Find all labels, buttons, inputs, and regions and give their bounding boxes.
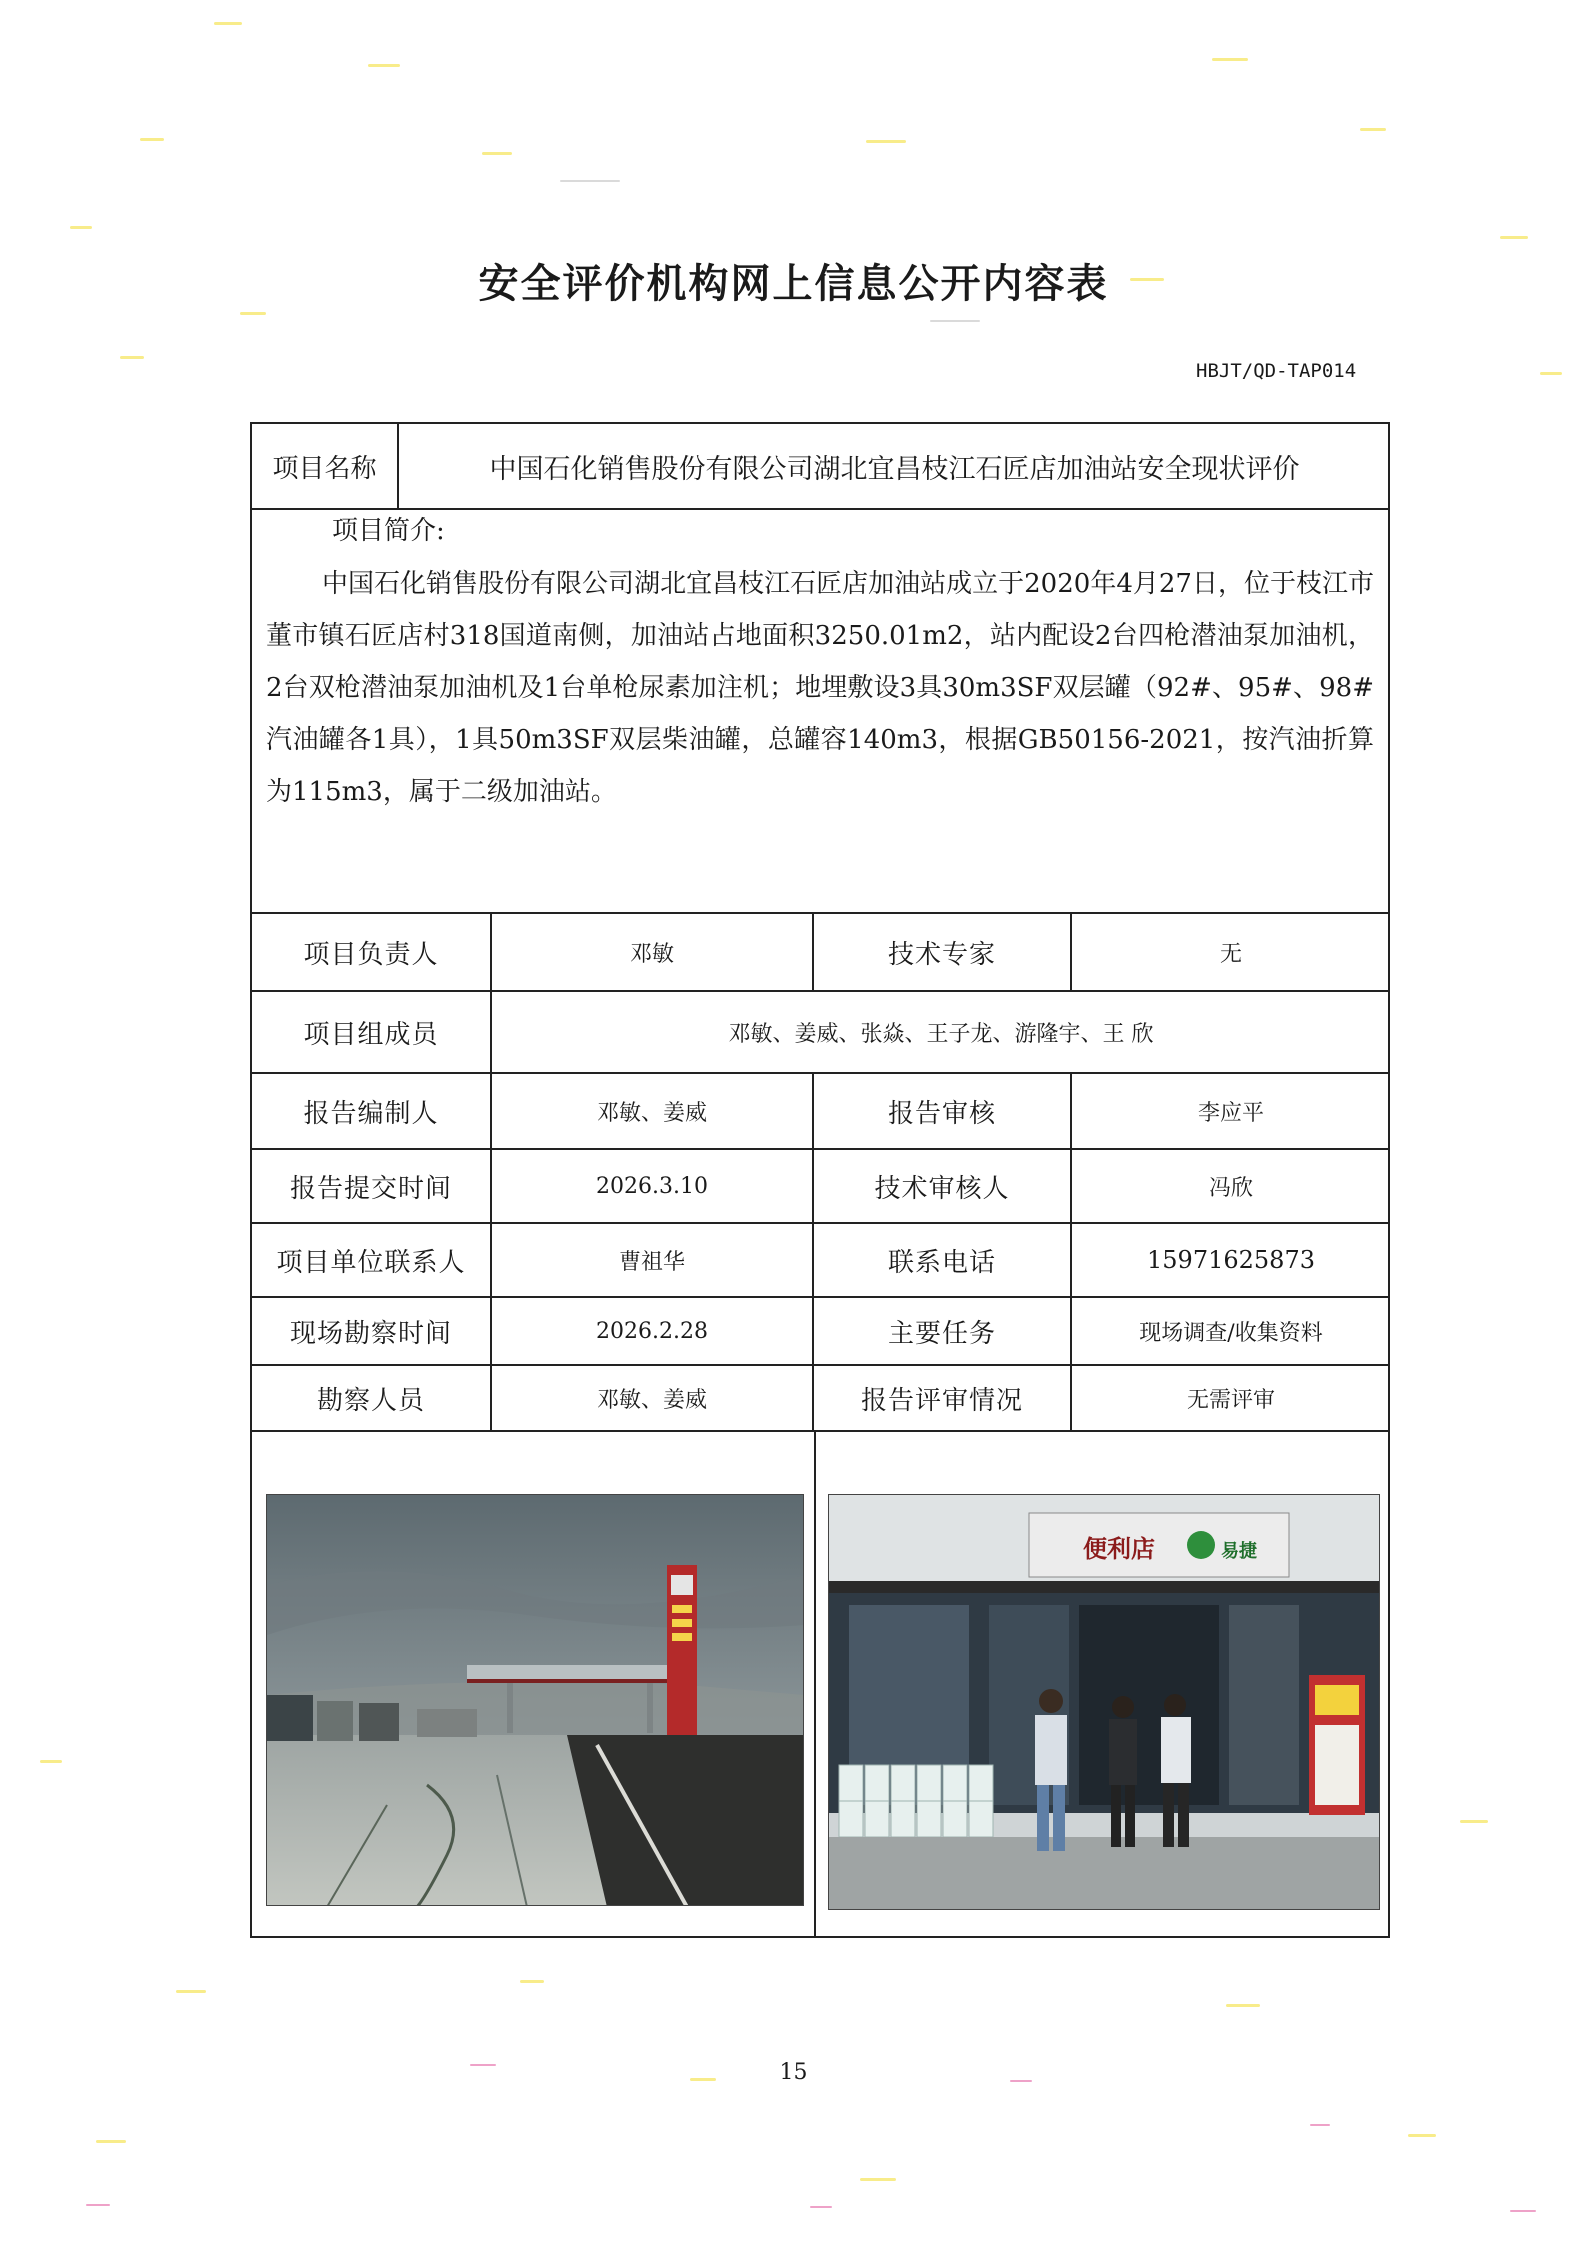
expert-label: 技术专家 xyxy=(887,939,996,970)
phone-label: 联系电话 xyxy=(887,1247,996,1278)
page-title: 安全评价机构网上信息公开内容表 xyxy=(478,260,1109,307)
survey-time-value: 2026.2.28 xyxy=(596,1318,708,1344)
tech-reviewer-label: 技术审核人 xyxy=(874,1173,1010,1204)
appraisal-value: 无需评审 xyxy=(1186,1387,1275,1413)
survey-time-label: 现场勘察时间 xyxy=(289,1318,452,1349)
submit-time-label: 报告提交时间 xyxy=(289,1173,452,1204)
store-illustration xyxy=(829,1495,1380,1910)
info-table xyxy=(250,422,1390,1938)
submit-time-value: 2026.3.10 xyxy=(596,1173,708,1199)
document-code: HBJT/QD-TAP014 xyxy=(1196,360,1357,382)
store-sign-text: 便利店 xyxy=(1083,1535,1155,1563)
leader-value: 邓敏 xyxy=(629,941,674,967)
project-intro-label: 项目简介: xyxy=(332,516,445,546)
site-photo-store xyxy=(828,1494,1380,1910)
surveyor-label: 勘察人员 xyxy=(316,1385,425,1416)
expert-value: 无 xyxy=(1219,941,1242,967)
phone-value: 15971625873 xyxy=(1147,1246,1315,1274)
author-label: 报告编制人 xyxy=(303,1098,439,1129)
appraisal-label: 报告评审情况 xyxy=(860,1385,1023,1416)
project-name-value: 中国石化销售股份有限公司湖北宜昌枝江石匠店加油站安全现状评价 xyxy=(489,453,1300,485)
contact-value: 曹祖华 xyxy=(618,1249,685,1275)
page-number: 15 xyxy=(779,2060,808,2085)
review-label: 报告审核 xyxy=(887,1098,996,1129)
members-label: 项目组成员 xyxy=(303,1019,439,1050)
tech-reviewer-value: 冯欣 xyxy=(1208,1175,1253,1201)
members-value: 邓敏、姜威、张焱、王子龙、游隆宇、王 欣 xyxy=(728,1021,1154,1047)
contact-label: 项目单位联系人 xyxy=(276,1247,466,1278)
project-intro-text: 中国石化销售股份有限公司湖北宜昌枝江石匠店加油站成立于2020年4月27日，位于枝江市董市镇石匠店村318国道南侧，加油站占地面积3250.01m2，站内配设2台四枪潜油泵加油机，2台双枪潜油泵加油机及1台单枪尿素加注机；地埋敷设3具30m3SF双层罐（92#、95#、98#汽油罐各1具），1具50m3SF双层柴油罐，总罐容140m3，根据GB50156-2021，按汽油折算为115m3，属于二级加油站。 xyxy=(266,569,1374,807)
project-name-label: 项目名称 xyxy=(272,453,377,484)
site-photo-forecourt xyxy=(266,1494,804,1906)
task-label: 主要任务 xyxy=(887,1318,996,1349)
review-value: 李应平 xyxy=(1197,1100,1264,1126)
leader-label: 项目负责人 xyxy=(303,939,439,970)
author-value: 邓敏、姜威 xyxy=(596,1100,707,1126)
brand-sign-text: 易捷 xyxy=(1221,1541,1257,1562)
forecourt-illustration xyxy=(267,1495,804,1906)
surveyor-value: 邓敏、姜威 xyxy=(596,1387,707,1413)
task-value: 现场调查/收集资料 xyxy=(1139,1320,1323,1346)
